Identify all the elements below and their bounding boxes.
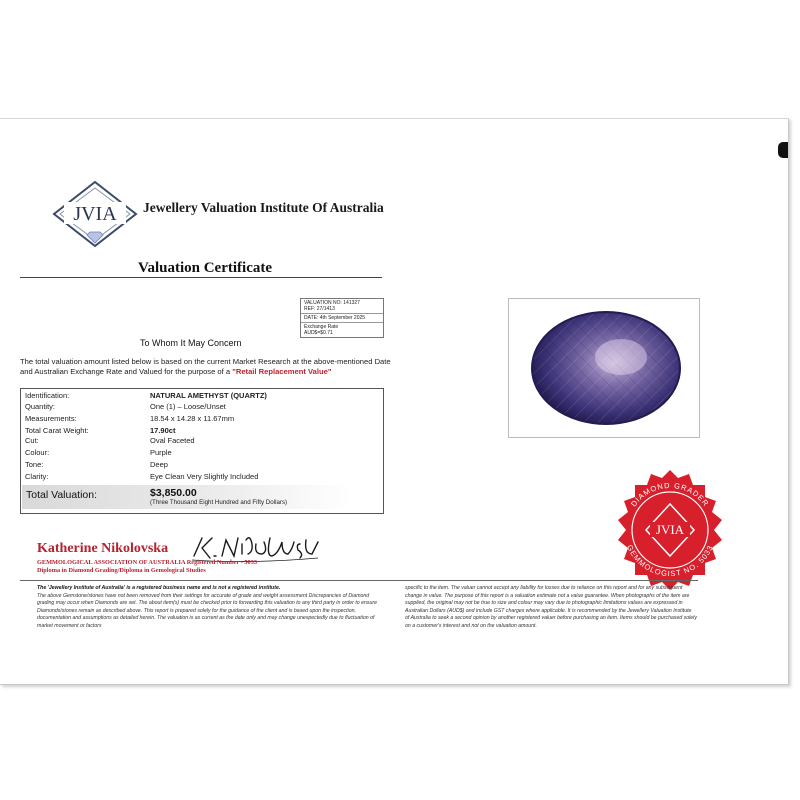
title-divider — [20, 277, 382, 278]
disclaimer-right: specific to the item. The valuer cannot accept any liability for losses due to reliance on this report and for any subsequent change in value. The purpose of this report is a valuation estimate not a value guarantee. When photographs of the item are supplied, the original may not be true to size and colour may vary due to photographic limitations values are expressed in Australian Dollars (AUD$) and include GST charges where applicable. It is recommended by the Jewellery Valuation Institute of Australia to seek a second opinion by another registered valuer before purchasing an item. Items should be purchased solely on a customer's interest and not on the valuation amount. — [405, 585, 697, 629]
detail-row: Total Carat Weight: 17.90ct — [25, 426, 176, 435]
greeting: To Whom It May Concern — [140, 338, 242, 348]
amethyst-image — [509, 299, 699, 437]
gemmological-association: GEMMOLOGICAL ASSOCIATION OF AUSTRALIA Registered Number - 5033 — [37, 559, 257, 566]
total-valuation-amount: $3,850.00 — [150, 487, 197, 499]
total-valuation-row — [22, 485, 382, 509]
retail-replacement-value: "Retail Replacement Value" — [232, 367, 332, 376]
gemmologist-seal — [608, 468, 732, 592]
seal-ring-bottom: GEMMOLOGIST NO. 5033 — [625, 543, 715, 579]
detail-row: Clarity: Eye Clean Very Slightly Included — [25, 472, 259, 481]
jvia-logo — [50, 180, 140, 250]
diploma-line: Diploma in Diamond Grading/Diploma in Gemological Studies — [37, 567, 206, 574]
detail-row: Colour: Purple — [25, 448, 172, 457]
details-table — [20, 388, 384, 514]
signatory-name: Katherine Nikolovska — [37, 541, 169, 556]
reference-box — [300, 298, 384, 338]
footer-divider — [20, 580, 698, 581]
detail-row: Cut: Oval Faceted — [25, 436, 195, 445]
intro-paragraph — [20, 357, 400, 377]
organization-name: Jewellery Valuation Institute Of Australia — [143, 200, 384, 215]
detail-row: Identification: NATURAL AMETHYST (QUARTZ) — [25, 391, 267, 400]
total-valuation-label: Total Valuation: — [26, 489, 98, 501]
seal-ring-top: DIAMOND GRADER — [629, 480, 711, 509]
disclaimer-heading: The 'Jewellery Institute of Australia' is a registered business name and is not a registered institute. — [37, 585, 281, 591]
intro-text: The total valuation amount listed below is based on the current Market Research at the above-mentioned Date and Australian Exchange Rate and Valued for the purpose of a — [20, 357, 391, 376]
gemstone-photo — [508, 298, 700, 438]
page-edge-mark — [778, 142, 788, 158]
detail-row: Tone: Deep — [25, 460, 168, 469]
certificate-title: Valuation Certificate — [138, 260, 273, 276]
total-valuation-words: (Three Thousand Eight Hundred and Fifty Dollars) — [150, 499, 288, 506]
disclaimer-left — [37, 585, 387, 631]
valuation-number: VALUATION NO: 141327 REF: 27/1413 — [301, 299, 383, 314]
detail-row: Quantity: One (1) – Loose/Unset — [25, 402, 226, 411]
valuation-date: DATE: 4th September 2025 — [301, 314, 383, 323]
detail-row: Measurements: 18.54 x 14.28 x 11.67mm — [25, 414, 235, 423]
logo-text: JVIA — [73, 203, 117, 225]
disclaimer-left-text: The above Gemstone/stones have not been removed from their settings for accurate of grade and weight assessment Discrepancies of Diamond grading may occur when Diamonds are set. The about item(s) must be checked prior to forwarding this valuation to any third party in order to ensure Diamonds/stones remain as described above. This report is prepared solely for the guidance of the client and is based upon the inspection, documentation and assumptions as detailed herein. The valuation is as current as the date only and may change unexpectedly due to fluctuation of market movement or factors — [37, 592, 377, 629]
seal-center-text: JVIA — [655, 522, 685, 537]
exchange-rate: Exchange Rate AUD$=$0.71 — [304, 324, 339, 336]
